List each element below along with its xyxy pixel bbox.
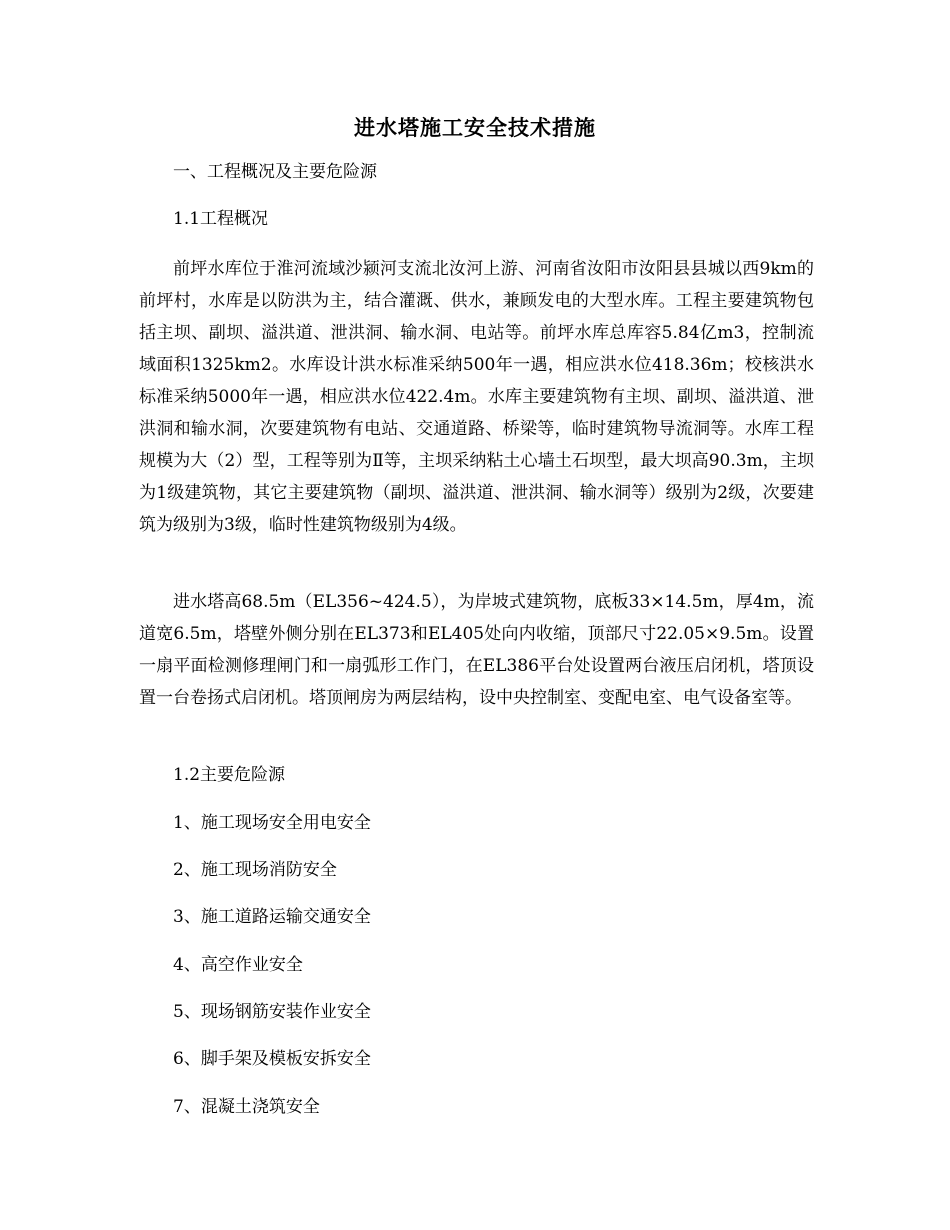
list-item: 2、施工现场消防安全	[173, 860, 337, 880]
body-paragraph: 进水塔高68.5m（EL356~424.5），为岸坡式建筑物，底板33×14.5m，厚4m，流道宽6.5m，塔壁外侧分别在EL373和EL405处向内收缩，顶部尺寸22.05×9.5m。设置一扇平面检测修理闸门和一扇弧形工作门，在EL386平台处设置两台液压启闭机，塔顶设置一台卷扬式启闭机。塔顶闸房为两层结构，设中央控制室、变配电室、电气设备室等。	[139, 592, 814, 708]
list-item: 3、施工道路运输交通安全	[173, 907, 371, 927]
list-item: 6、脚手架及模板安拆安全	[173, 1049, 371, 1069]
subsection-heading: 1.1工程概况	[173, 209, 269, 229]
list-item: 5、现场钢筋安装作业安全	[173, 1002, 371, 1022]
document-title: 进水塔施工安全技术措施	[354, 115, 596, 140]
list-item: 4、高空作业安全	[173, 955, 303, 975]
list-item: 1、施工现场安全用电安全	[173, 813, 371, 833]
body-paragraph: 前坪水库位于淮河流域沙颍河支流北汝河上游、河南省汝阳市汝阳县县城以西9km的前坪村，水库是以防洪为主，结合灌溉、供水，兼顾发电的大型水库。工程主要建筑物包括主坝、副坝、溢洪道、泄洪洞、输水洞、电站等。前坪水库总库容5.84亿m3，控制流域面积1325km2。水库设计洪水标准采纳500年一遇，相应洪水位418.36m；校核洪水标准采纳5000年一遇，相应洪水位422.4m。水库主要建筑物有主坝、副坝、溢洪道、泄洪洞和输水洞，次要建筑物有电站、交通道路、桥梁等，临时建筑物导流洞等。水库工程规模为大（2）型，工程等别为Ⅱ等，主坝采纳粘土心墙土石坝型，最大坝高90.3m，主坝为1级建筑物，其它主要建筑物（副坝、溢洪道、泄洪洞、输水洞等）级别为2级，次要建筑为级别为3级，临时性建筑物级别为4级。	[139, 259, 814, 535]
list-item: 7、混凝土浇筑安全	[173, 1097, 320, 1117]
section-heading: 一、工程概况及主要危险源	[173, 162, 377, 182]
subsection-heading: 1.2主要危险源	[173, 765, 286, 785]
